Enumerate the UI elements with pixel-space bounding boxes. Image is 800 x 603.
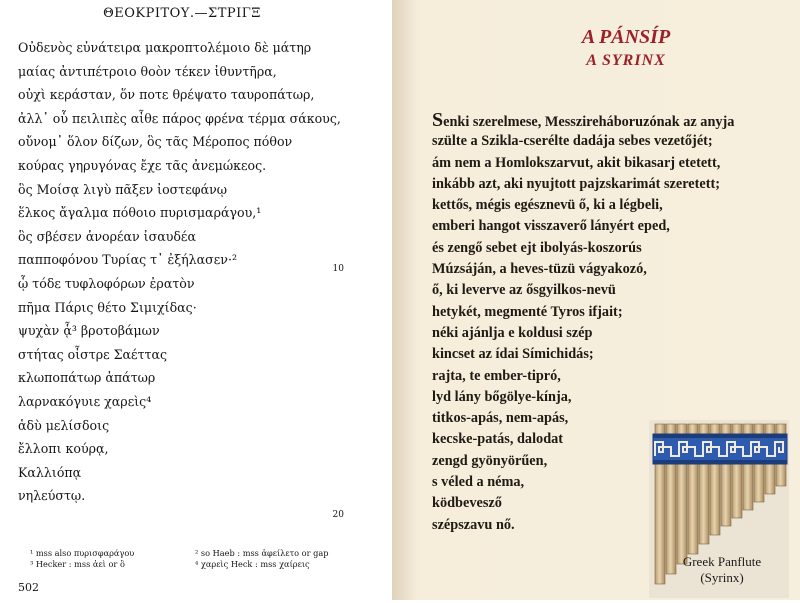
caption-line: Greek Panflute — [682, 554, 762, 569]
greek-line: μαίας ἀντιπέτροιο θοὸν τέκεν ἰθυντῆρα, — [18, 63, 277, 79]
poem-line: és zengő sebet ejt ibolyás-koszorús — [432, 239, 642, 256]
line-number-10: 10 — [332, 264, 344, 274]
footnote: ¹ mss also πυρισφαράγου — [30, 548, 135, 558]
poem-line: szépszavu nő. — [432, 516, 515, 533]
greek-line: οὐχὶ κεράσταν, ὅν ποτε θρέψατο ταυροπάτωρ, — [18, 87, 315, 103]
greek-poem — [18, 36, 358, 508]
poem-line: ám nem a Homlokszarvut, akit bikasarj etetett, — [432, 154, 721, 171]
poem-line — [432, 110, 762, 131]
poem-line: titkos-apás, nem-apás, — [432, 410, 569, 427]
greek-line: ἁδὺ μελίσδοις — [18, 417, 110, 433]
page-number: 502 — [18, 581, 39, 594]
footnote: ³ Hecker : mss ἀεὶ or ὃ — [30, 559, 125, 569]
greek-line: στήτας οἶστρε Σαέττας — [18, 346, 168, 362]
greek-line: παπποφόνου Τυρίας τ᾽ ἐξήλασεν·² — [18, 252, 237, 268]
left-page — [0, 0, 392, 600]
poem-line: zengd gyönyörűen, — [432, 452, 548, 469]
hungarian-title: A PÁNSÍP — [581, 26, 671, 48]
poem-line: ő, ki leverve az ősgyilkos-nevü — [432, 282, 616, 299]
greek-line: Οὐδενὸς εὐνάτειρα μακροπτολέμοιο δὲ μάτηρ — [18, 40, 312, 55]
right-page — [392, 0, 800, 600]
poem-line: néki ajánlja e koldusi szép — [432, 324, 593, 341]
poem-line: emberi hangot visszaverő lányért eped, — [432, 218, 670, 235]
greek-line: ὃς Μοίσᾳ λιγὺ πᾶξεν ἰοστεφάνῳ — [18, 181, 228, 197]
poem-line: s véled a néma, — [432, 474, 525, 491]
hungarian-subtitle: A SYRINX — [586, 52, 666, 69]
greek-line: Καλλιόπᾳ — [18, 464, 82, 480]
drop-cap: S — [432, 109, 444, 131]
greek-line: ἀλλ᾽ οὗ πειλιπὲς αἶθε πάρος φρένα τέρμα σάκους, — [18, 110, 341, 126]
greek-line: νηλεύστῳ. — [18, 488, 86, 504]
greek-line: οὔνομ᾽ ὅλον δίζων, ὃς τᾶς Μέροπος πόθον — [18, 134, 293, 150]
poem-line-text: enki szerelmese, Messzireháboruzónak az anyja — [443, 114, 735, 130]
greek-line: ἕλκος ἄγαλμα πόθοιο πυρισμαράγου,¹ — [18, 205, 262, 221]
greek-line: ἔλλοπι κούρᾳ, — [18, 441, 109, 457]
footnotes — [30, 548, 360, 570]
poem-line: ködbevesző — [432, 495, 502, 512]
caption-line: (Syrinx) — [700, 570, 744, 585]
greek-line: ὃς σβέσεν ἀνορέαν ἰσαυδέα — [18, 228, 196, 244]
footnote: ² so Haeb : mss ἀφείλετο or gap — [195, 548, 329, 558]
greek-line: κούρας γηρυγόνας ἔχε τᾶς ἀνεμώκεος. — [18, 157, 267, 173]
poem-line: kincset az ídai Símichidás; — [432, 346, 594, 363]
greek-page-header: ΘΕΟΚΡΙΤΟΥ.—ΣΤΡΙΓΞ — [103, 6, 261, 21]
poem-line: kettős, mégis egésznevü ő, ki a légbeli, — [432, 197, 663, 214]
greek-line: ψυχὰν ᾇ³ βροτοβάμων — [18, 323, 160, 339]
line-number-20: 20 — [332, 510, 344, 520]
poem-line: Múzsáján, a heves-tüzü vágyakozó, — [432, 261, 647, 278]
poem-line: hetykét, megmenté Tyros ifjait; — [432, 303, 623, 320]
greek-line: κλωποπάτωρ ἀπάτωρ — [18, 370, 156, 386]
panflute-caption — [652, 554, 792, 586]
footnote: ⁴ χαρεὶς Heck : mss χαίρεις — [195, 559, 310, 569]
poem-line: szülte a Szikla-cserélte dadája sebes vezetőjét; — [432, 133, 713, 150]
greek-line: ᾧ τόδε τυφλοφόρων ἐρατὸν — [18, 275, 195, 291]
poem-line: inkább azt, aki nyujtott pajzskarimát szeretett; — [432, 175, 721, 192]
poem-line: rajta, te ember-tipró, — [432, 367, 561, 384]
greek-line: πῆμα Πάρις θέτο Σιμιχίδας· — [18, 299, 197, 315]
poem-line: lyd lány bőgölye-kínja, — [432, 388, 572, 405]
greek-line: λαρνακόγυιε χαρεὶς⁴ — [18, 393, 152, 409]
poem-line: kecske-patás, dalodat — [432, 431, 564, 448]
